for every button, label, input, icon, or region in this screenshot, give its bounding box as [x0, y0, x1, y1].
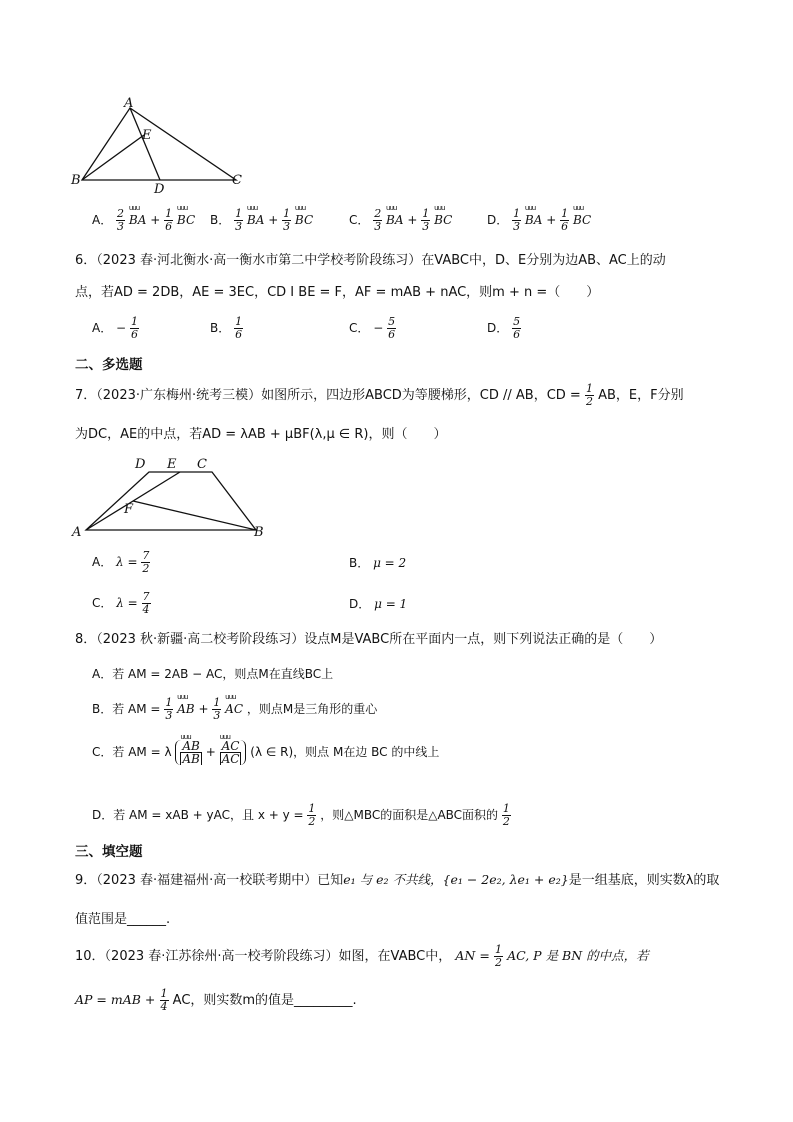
q7-option-b[interactable]: B． μ = 2 — [349, 556, 407, 570]
q8-option-c[interactable]: C．若 AM = λ uuu $\frac{AB}{AB}$ + uuu $\frac{AC}{AC}$ (λ ∈ R)，则点 M在边 BC 的中线上 — [92, 740, 439, 765]
q5-option-d[interactable]: D． $\frac{1}{3}$ uuu BA + $\frac{1}{6}$ uuu BC — [487, 208, 591, 233]
label-A: A — [72, 525, 82, 540]
q8-option-a[interactable]: A．若 AM = 2AB − AC，则点M在直线BC上 — [92, 667, 334, 681]
q9-line-2: 值范围是______. — [75, 912, 171, 927]
q7-option-c[interactable]: C． λ = $\frac{7}{4}$ — [92, 590, 150, 616]
q6-option-d[interactable]: D． $\frac{5}{6}$ — [487, 315, 521, 341]
section-fill-in: 三、填空题 — [75, 844, 143, 860]
q5-option-a[interactable]: A． $\frac{2}{3}$ uuu BA + $\frac{1}{6}$ uuu BC — [92, 208, 195, 233]
section-multi-choice: 二、多选题 — [75, 357, 143, 373]
triangle-figure — [68, 95, 258, 195]
q7-option-a[interactable]: A． λ = $\frac{7}{2}$ — [92, 549, 150, 575]
q6-option-b[interactable]: B． $\frac{1}{6}$ — [210, 315, 243, 341]
q10-line-1: 10．（2023 春·江苏徐州·高一校考阶段练习）如图，在VABC中， AN = $\frac{1}{2}$ AC, P 是 BN 的中点，若 — [75, 943, 649, 969]
q10-line-2: AP = mAB + $\frac{1}{4}$ AC，则实数m的值是_________. — [75, 987, 357, 1013]
q6-option-c[interactable]: C． − $\frac{5}{6}$ — [349, 315, 396, 341]
label-A: A — [124, 96, 134, 111]
q7-line-1: 7．（2023·广东梅州·统考三模）如图所示，四边形ABCD为等腰梯形，CD // AB，CD = $\frac{1}{2}$ AB，E，F分别 — [75, 382, 684, 408]
q5-option-c[interactable]: C． $\frac{2}{3}$ uuu BA + $\frac{1}{3}$ uuu BC — [349, 208, 452, 233]
label-F: F — [124, 502, 134, 517]
q5-option-b[interactable]: B． $\frac{1}{3}$ uuu BA + $\frac{1}{3}$ uuu BC — [210, 208, 313, 233]
q7-line-2: 为DC，AE的中点，若AD = λAB + μBF(λ,μ ∈ R)，则（ ） — [75, 427, 447, 442]
q7-option-d[interactable]: D． μ = 1 — [349, 597, 408, 611]
trapezoid-figure — [68, 455, 278, 540]
label-B: B — [71, 173, 81, 188]
label-D: D — [135, 457, 146, 472]
label-C: C — [232, 173, 242, 188]
label-C: C — [197, 457, 207, 472]
q8-option-d[interactable]: D．若 AM = xAB + yAC，且 x + y = $\frac{1}{2}$ ，则△MBC的面积是△ABC面积的 $\frac{1}{2}$ — [92, 802, 510, 828]
label-E: E — [167, 457, 177, 472]
q9-line-1: 9．（2023 春·福建福州·高一校联考期中）已知e₁ 与 e₂ 不共线，{e₁ − 2e₂, λe₁ + e₂}是一组基底，则实数λ的取 — [75, 872, 720, 888]
label-D: D — [154, 182, 165, 195]
q6-line-2: 点，若AD = 2DB，AE = 3EC，CD I BE = F，AF = mAB + nAC，则m + n =（ ） — [75, 285, 600, 300]
q6-line-1: 6．（2023 春·河北衡水·高一衡水市第二中学校考阶段练习）在VABC中，D、E分别为边AB、AC上的动 — [75, 253, 666, 268]
q8-line-1: 8．（2023 秋·新疆·高二校考阶段练习）设点M是VABC所在平面内一点，则下列说法正确的是（ ） — [75, 632, 663, 647]
label-B: B — [254, 525, 264, 540]
label-E: E — [142, 128, 152, 143]
q6-option-a[interactable]: A． − $\frac{1}{6}$ — [92, 315, 138, 341]
q8-option-b[interactable]: B．若 AM = $\frac{1}{3}$ uuu AB + $\frac{1}{3}$ uuu AC ，则点M是三角形的重心 — [92, 697, 377, 722]
